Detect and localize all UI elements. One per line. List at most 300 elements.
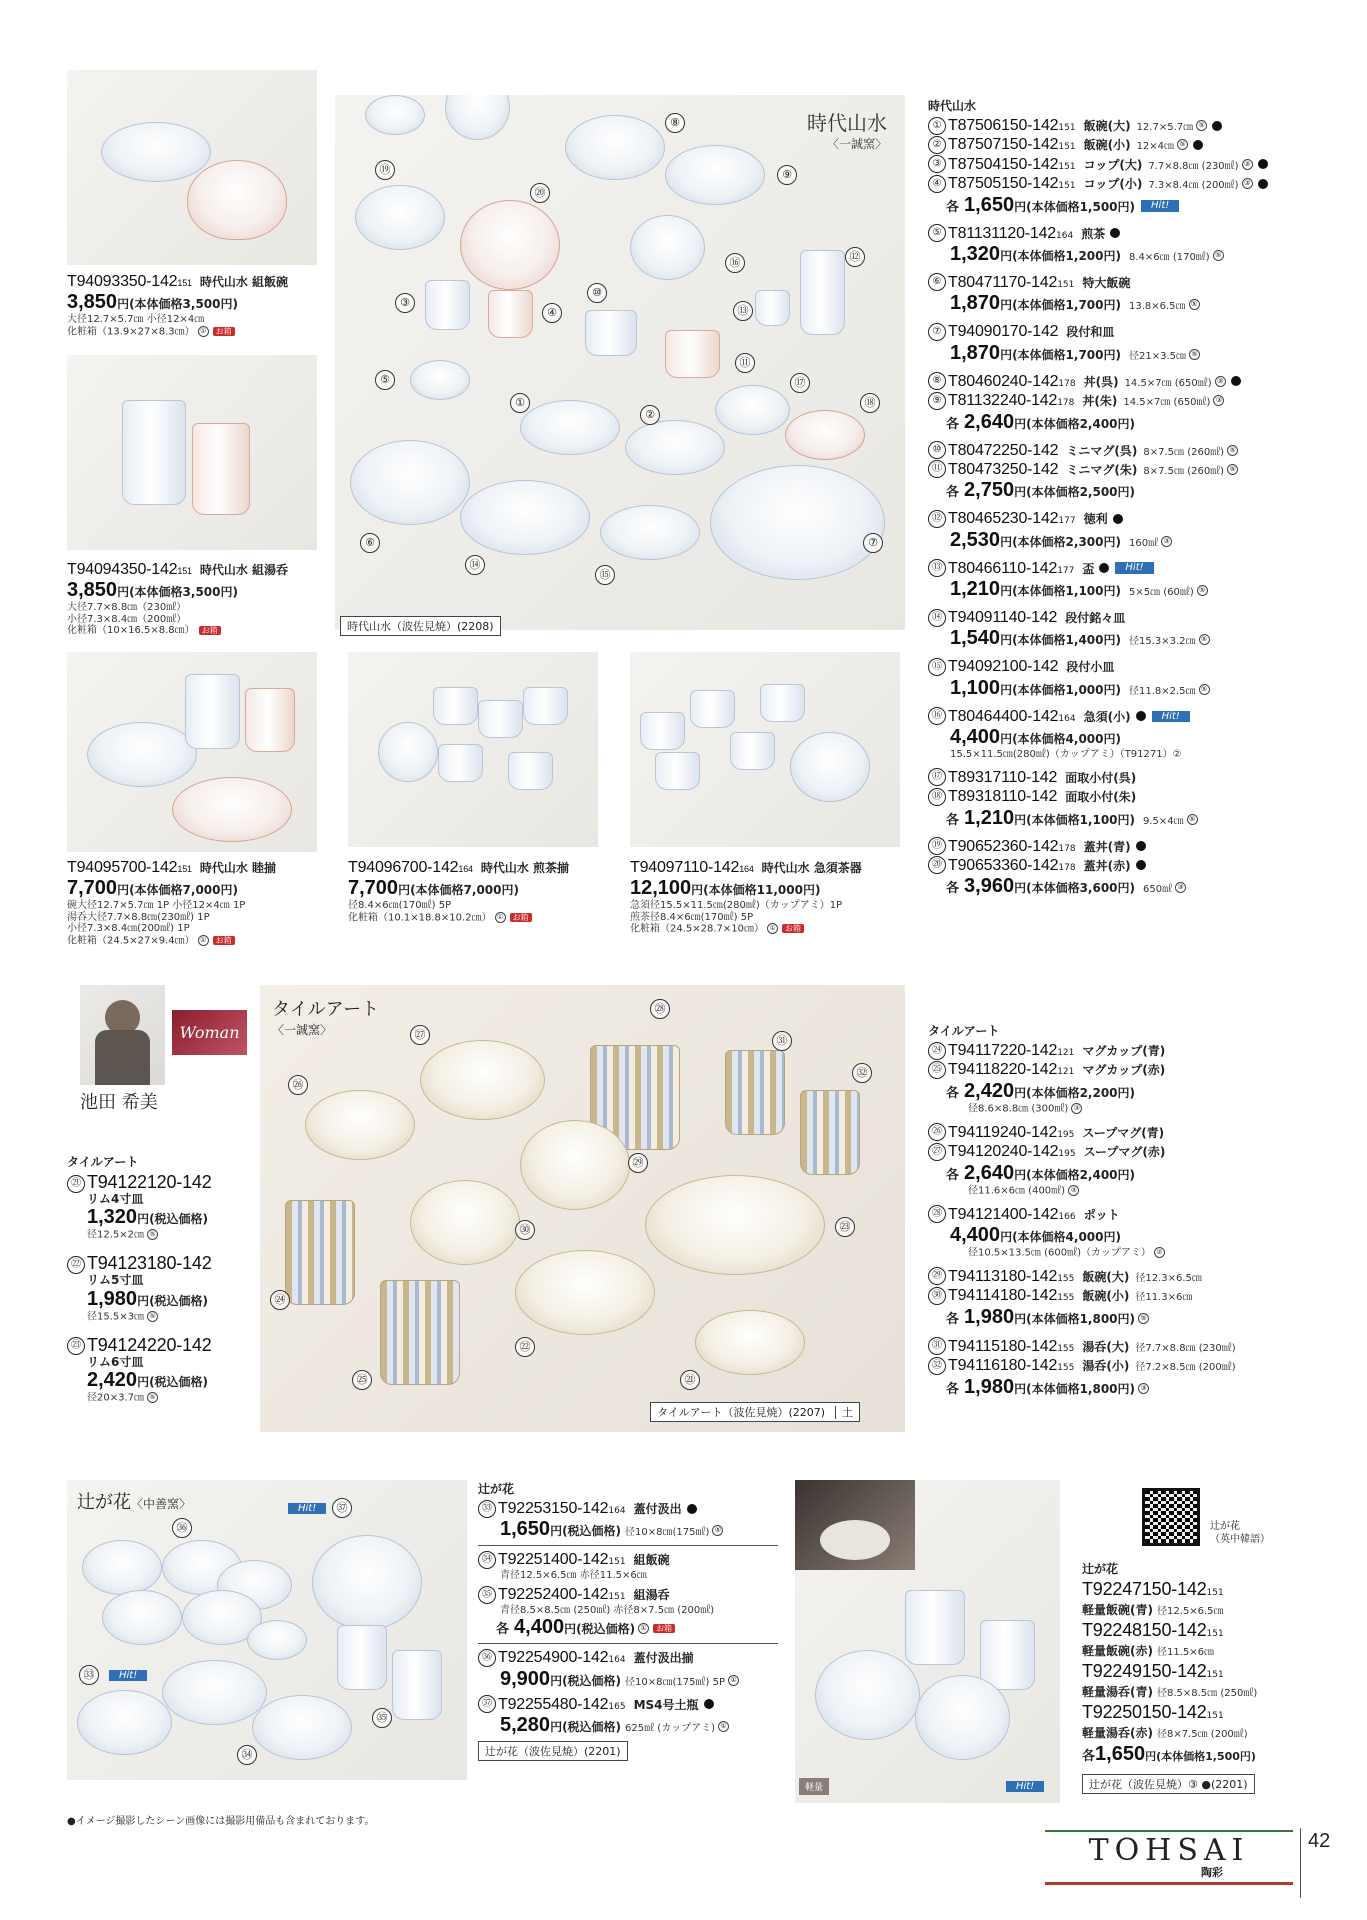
lightweight-photo xyxy=(795,1480,1060,1803)
product-group xyxy=(928,608,1348,650)
price: 4,400 xyxy=(950,726,1001,749)
each-label: 各 xyxy=(946,416,960,432)
product-line xyxy=(928,1205,1348,1224)
product-code: T94115180-142 xyxy=(948,1337,1058,1355)
item-number: ⑭ xyxy=(465,555,485,575)
item-number: ⑯ xyxy=(725,253,745,273)
item-number: ① xyxy=(510,393,530,413)
product-name: 面取小付(呉) xyxy=(1065,770,1137,785)
product-group xyxy=(928,559,1348,601)
product-name: ミニマグ(朱) xyxy=(1066,462,1138,477)
each-label: 各 xyxy=(946,1311,960,1327)
item-number: ㉟ xyxy=(478,1586,496,1604)
code-suffix: 151 xyxy=(1206,1711,1224,1722)
price: 9,900 xyxy=(500,1667,551,1690)
code-suffix: 155 xyxy=(1057,1343,1075,1354)
product-name: スープマグ(赤) xyxy=(1083,1145,1166,1160)
stock-dot-icon xyxy=(1136,711,1146,721)
each-label: 各 xyxy=(946,485,960,501)
price-note: 円(本体価格1,100円) xyxy=(1000,584,1121,599)
lot-number: ⑤ xyxy=(1199,634,1210,645)
item-number: ㉚ xyxy=(515,1220,535,1240)
product-spec: 青径12.5×6.5㎝ 赤径11.5×6㎝ xyxy=(500,1569,647,1581)
code-suffix: 166 xyxy=(1058,1211,1076,1222)
product-code: T94113180-142 xyxy=(948,1267,1058,1285)
product-code: T80472250-142 xyxy=(948,441,1059,459)
product-code: T87507150-142 xyxy=(948,136,1059,154)
product-name: 軽量湯呑(青) xyxy=(1082,1684,1153,1699)
stock-dot-icon xyxy=(1258,159,1268,169)
item-number: ③ xyxy=(395,293,415,313)
item-number: ㊲ xyxy=(332,1498,352,1518)
item-number: ⑫ xyxy=(845,247,865,267)
lot-number: ⑤ xyxy=(1138,1313,1149,1324)
price: 2,420 xyxy=(87,1369,138,1392)
stock-dot-icon xyxy=(1136,860,1146,870)
box-badge: お箱 xyxy=(653,1624,675,1633)
product-name: スープマグ(青) xyxy=(1082,1125,1165,1140)
product-block-3: T94095700-142151 時代山水 睦揃 7,700円(本体価格7,000円) 碗大径12.7×5.7㎝ 1P 小径12×4㎝ 1P 湯呑大径7.7×8.8㎝(230㎖) 1P 小径7.3×8.4㎝(200㎖) 1P 化粧箱（24.5×27×9.4㎝） ① お箱 xyxy=(67,859,276,947)
code-suffix: 195 xyxy=(1058,1149,1076,1160)
price-note: 円(本体価格1,200円) xyxy=(1000,248,1121,263)
price-note: 円(本体価格2,300円) xyxy=(1000,534,1121,549)
lot-number: ⑤ xyxy=(147,1392,158,1403)
stock-dot-icon xyxy=(1193,140,1203,150)
each-label: 各 xyxy=(496,1622,510,1638)
each-label: 各 xyxy=(946,881,960,897)
code-suffix: 151 xyxy=(1058,142,1076,153)
tile-left-list xyxy=(67,1153,247,1404)
product-block-5: T94097110-142164 時代山水 急須茶器 12,100円(本体価格11,000円) 急須径15.5×11.5㎝(280㎖)（カップアミ）1P 煎茶径8.4×6㎝(170㎖) 5P 化粧箱（24.5×28.7×10㎝） ① お箱 xyxy=(630,859,862,935)
product-code: T92255480-142 xyxy=(498,1695,609,1713)
product-code: T94118220-142 xyxy=(948,1061,1058,1079)
stock-dot-icon xyxy=(1231,376,1241,386)
product-code: T89318110-142 xyxy=(948,788,1058,806)
item-number: ⑧ xyxy=(928,372,946,390)
list-heading: 辻が花 xyxy=(478,1482,515,1496)
lot-number: ③ xyxy=(1215,376,1226,387)
stock-dot-icon xyxy=(704,1699,714,1709)
product-group xyxy=(67,1253,247,1322)
product-group xyxy=(928,372,1348,434)
product-spec: 径12.3×6.5㎝ xyxy=(1135,1272,1202,1284)
code-suffix: 151 xyxy=(1057,279,1075,290)
product-photo-sencha-set xyxy=(348,652,598,847)
item-number: ⑰ xyxy=(928,768,946,786)
code-suffix: 178 xyxy=(1057,398,1075,409)
code-suffix: 164 xyxy=(1058,713,1076,724)
product-name: MS4号土瓶 xyxy=(633,1697,699,1712)
product-line xyxy=(928,460,1348,479)
product-line xyxy=(928,322,1348,341)
product-spec: 8×7.5㎝ (260㎖) xyxy=(1143,465,1225,477)
price: 1,210 xyxy=(950,578,1001,601)
lot-number: ① xyxy=(718,1721,729,1732)
product-group xyxy=(928,657,1348,699)
product-group xyxy=(478,1695,778,1737)
price: 1,210 xyxy=(964,806,1015,829)
stock-dot-icon xyxy=(1212,121,1222,131)
item-number: ㉖ xyxy=(928,1123,946,1141)
price-note: 円(本体価格1,500円) xyxy=(1014,199,1136,214)
product-name: 面取小付(朱) xyxy=(1065,790,1137,805)
product-name: リム6寸皿 xyxy=(87,1354,144,1369)
hit-badge: Hit! xyxy=(282,1498,326,1517)
lightweight-list: 辻が花 T92247150-142151 軽量飯碗(青) 径12.5×6.5㎝ T92248150-142151 軽量飯碗(赤) 径11.5×6㎝ T92249150-142151 軽量湯呑(青) 径8.5×8.5㎝ (250㎖) T92250150-142151 軽量湯呑(赤) 径8×7.5㎝ (200㎖) 各1,650円(本体価格1,500円) 辻が花（波佐見焼）③ ●(2201) xyxy=(1082,1560,1362,1794)
product-code: T94123180-142 xyxy=(87,1253,212,1274)
product-spec: 径15.3×3.2㎝ xyxy=(1129,636,1196,648)
item-number: ㉖ xyxy=(288,1075,308,1095)
item-number: ⑨ xyxy=(928,392,946,410)
price: 4,400 xyxy=(514,1616,565,1639)
product-code: T80464400-142 xyxy=(948,707,1059,725)
item-number: ⑩ xyxy=(587,283,607,303)
lot-number: ③ xyxy=(1242,178,1253,189)
item-number: ⑬ xyxy=(928,559,946,577)
price-note: 円(本体価格2,500円) xyxy=(1014,485,1136,500)
item-number: ㉟ xyxy=(372,1708,392,1728)
photo-subtitle: 〈一誠窯〉 xyxy=(272,1023,333,1037)
code-suffix: 151 xyxy=(608,1557,626,1568)
item-number: ⑦ xyxy=(928,323,946,341)
price-note: 円(本体価格1,400円) xyxy=(1000,633,1121,648)
code-suffix: 151 xyxy=(1206,1629,1224,1640)
product-code: T94119240-142 xyxy=(948,1123,1058,1141)
product-group xyxy=(928,273,1348,315)
product-line xyxy=(928,174,1348,193)
product-line xyxy=(928,116,1348,135)
lot-number: ⑤ xyxy=(1189,299,1200,310)
woman-logo: Woman xyxy=(172,1010,247,1055)
product-line xyxy=(928,707,1348,726)
lot-number: ③ xyxy=(1138,1383,1149,1394)
product-line xyxy=(928,224,1348,243)
product-spec: 15.5×11.5㎝(280㎖)（カップアミ）（T91271）② xyxy=(950,749,1182,761)
price-line xyxy=(928,342,1348,365)
lot-number: ③ xyxy=(1071,1103,1082,1114)
price: 1,320 xyxy=(87,1206,138,1229)
lot-number: ③ xyxy=(1242,159,1253,170)
price-note: 円(本体価格4,000円) xyxy=(1000,1229,1121,1244)
item-number: ㉓ xyxy=(835,1217,855,1237)
tsujigahana-list xyxy=(478,1480,778,1761)
item-number: ④ xyxy=(542,303,562,323)
footnote: ●イメージ撮影したシーン画像には撮影用備品も含まれております。 xyxy=(67,1816,375,1827)
code-suffix: 178 xyxy=(1058,862,1076,873)
tile-art-photo xyxy=(260,985,905,1432)
price: 5,280 xyxy=(500,1713,551,1736)
product-spec: 650㎖ xyxy=(1143,884,1173,896)
product-spec: 13.8×6.5㎝ xyxy=(1129,301,1186,313)
product-group xyxy=(478,1648,778,1690)
product-line xyxy=(928,856,1348,875)
price: 2,640 xyxy=(964,1161,1015,1184)
item-number: ㉛ xyxy=(772,1031,792,1051)
price-line xyxy=(928,627,1348,650)
item-number: ⑮ xyxy=(928,658,946,676)
product-name: 湯呑(小) xyxy=(1082,1359,1130,1374)
qr-label: 辻が花 （英中韓語） xyxy=(1210,1521,1270,1545)
product-code: T94092100-142 xyxy=(948,658,1059,676)
item-number: ② xyxy=(928,136,946,154)
product-line xyxy=(928,768,1348,787)
price-note: 円(税込価格) xyxy=(137,1375,209,1390)
item-number: ㊲ xyxy=(478,1695,496,1713)
price-note: 円(本体価格1,100円) xyxy=(1014,812,1136,827)
product-group xyxy=(928,1123,1348,1197)
item-number: ⑭ xyxy=(928,609,946,627)
product-spec: 径10×8㎝(175㎖) 5P xyxy=(625,1676,725,1688)
product-code: T80466110-142 xyxy=(948,559,1058,577)
hit-badge: Hit! xyxy=(1152,711,1190,723)
right-list-jidai-sansui xyxy=(928,97,1348,898)
product-name: 段付和皿 xyxy=(1066,325,1115,340)
price-line xyxy=(928,292,1348,315)
product-name: 丼(呉) xyxy=(1083,374,1119,389)
product-name: 組飯碗 xyxy=(633,1553,670,1568)
product-name: 急須(小) xyxy=(1083,709,1131,724)
item-number: ㊱ xyxy=(478,1649,496,1667)
product-group xyxy=(67,1172,247,1241)
lot-number: ⑤ xyxy=(1197,585,1208,596)
item-number: ⑲ xyxy=(375,160,395,180)
product-spec: 14.5×7㎝ (650㎖) xyxy=(1123,397,1211,409)
product-name: 飯碗(大) xyxy=(1082,1269,1130,1284)
brand-logo: TOHSAI 陶彩 xyxy=(1045,1830,1293,1900)
photo-title: 辻が花〈中善窯〉 xyxy=(77,1492,192,1513)
price-line xyxy=(928,1080,1348,1103)
price: 1,980 xyxy=(964,1375,1015,1398)
qr-code-icon[interactable] xyxy=(1142,1488,1200,1546)
product-code: T92252400-142 xyxy=(498,1586,609,1604)
product-line xyxy=(928,441,1348,460)
item-number: ㉜ xyxy=(928,1357,946,1375)
product-group xyxy=(67,1335,247,1404)
product-group xyxy=(478,1499,778,1541)
price-note: 円(本体価格2,400円) xyxy=(1014,416,1136,431)
lightweight-caption: 辻が花（波佐見焼）③ ●(2201) xyxy=(1082,1774,1255,1794)
price: 1,870 xyxy=(950,292,1001,315)
product-code: T80473250-142 xyxy=(948,460,1059,478)
product-spec: 12×4㎝ xyxy=(1136,141,1175,153)
product-group xyxy=(928,509,1348,551)
lot-number: ⑤ xyxy=(147,1229,158,1240)
product-name: 飯碗(小) xyxy=(1083,138,1131,153)
product-name: 蓋付汲出 xyxy=(633,1502,682,1516)
lot-number: ⑤ xyxy=(1213,250,1224,261)
price-line xyxy=(928,677,1348,700)
code-suffix: 151 xyxy=(1058,181,1076,192)
item-number: ㉒ xyxy=(515,1337,535,1357)
price: 2,750 xyxy=(964,479,1015,502)
product-group xyxy=(928,322,1348,364)
photo-title: 時代山水 xyxy=(807,111,887,135)
stock-dot-icon xyxy=(1113,514,1123,524)
product-name: 段付銘々皿 xyxy=(1065,611,1126,626)
product-group xyxy=(928,707,1348,761)
product-code: T94124220-142 xyxy=(87,1334,212,1355)
product-code: T94114180-142 xyxy=(948,1287,1058,1305)
product-name: 飯碗(小) xyxy=(1082,1289,1130,1304)
product-code: T80460240-142 xyxy=(948,372,1059,390)
lot-number: ③ xyxy=(1161,536,1172,547)
item-number: ㉜ xyxy=(852,1063,872,1083)
product-group xyxy=(928,1337,1348,1399)
item-number: ㉘ xyxy=(928,1205,946,1223)
product-name: 軽量飯碗(赤) xyxy=(1082,1643,1153,1658)
product-name: 段付小皿 xyxy=(1066,660,1115,675)
item-number: ㉓ xyxy=(67,1337,85,1355)
price-line xyxy=(928,1376,1348,1399)
item-number: ⑲ xyxy=(928,837,946,855)
list-heading: タイルアート xyxy=(928,1024,1000,1038)
product-code: T81132240-142 xyxy=(948,392,1058,410)
item-number: ⑬ xyxy=(733,301,753,321)
product-photo-mutsumi-set xyxy=(67,652,317,852)
product-line xyxy=(1082,1661,1362,1682)
item-number: ⑱ xyxy=(928,788,946,806)
item-number: ㊱ xyxy=(172,1518,192,1538)
code-suffix: 155 xyxy=(1057,1363,1075,1374)
price: 2,420 xyxy=(964,1079,1015,1102)
product-spec: 径10×8㎝(175㎖) xyxy=(625,1527,710,1539)
product-line xyxy=(928,273,1348,292)
price-note: 円(税込価格) xyxy=(550,1673,622,1688)
price-note: 円(税込価格) xyxy=(564,1622,636,1637)
product-code: T92253150-142 xyxy=(498,1500,609,1517)
product-group xyxy=(928,1041,1348,1115)
lot-number: ⑤ xyxy=(1196,120,1207,131)
product-spec: 径11.8×2.5㎝ xyxy=(1129,685,1196,697)
product-spec: 径11.5×6㎝ xyxy=(1156,1646,1214,1658)
product-spec: 径12.5×6.5㎝ xyxy=(1156,1605,1224,1617)
item-number: ⑰ xyxy=(790,373,810,393)
photo-title: タイルアート xyxy=(272,999,380,1020)
product-code: T92250150-142 xyxy=(1082,1702,1207,1723)
stock-dot-icon xyxy=(1136,841,1146,851)
product-line xyxy=(928,559,1348,578)
product-photo-kumi-yunomi xyxy=(67,355,317,550)
tile-right-list xyxy=(928,1022,1348,1399)
price-note: 円(本体価格1,800円) xyxy=(1014,1311,1136,1326)
price-line xyxy=(928,578,1348,601)
product-spec: 径7.2×8.5㎝ (200㎖) xyxy=(1135,1362,1236,1374)
product-code: T94116180-142 xyxy=(948,1357,1058,1375)
lot-number: ③ xyxy=(1175,882,1186,893)
product-line xyxy=(928,1060,1348,1079)
price-note: 円(本体価格1,700円) xyxy=(1000,347,1121,362)
product-name: マグカップ(青) xyxy=(1082,1044,1166,1058)
price: 1,320 xyxy=(950,242,1001,265)
code-suffix: 151 xyxy=(1058,161,1076,172)
product-group xyxy=(928,1267,1348,1329)
product-group xyxy=(928,768,1348,830)
price-note: 円(税込価格) xyxy=(137,1212,209,1227)
product-code: T94091140-142 xyxy=(948,609,1058,627)
product-block-1: T94093350-142151 時代山水 組飯碗 3,850円(本体価格3,500円) 大径12.7×5.7㎝ 小径12×4㎝ 化粧箱（13.9×27×8.3㎝） ① お箱 xyxy=(67,273,288,338)
price-note: 円(税込価格) xyxy=(550,1719,622,1734)
hit-badge: Hit! xyxy=(1141,200,1179,212)
lot-number: ⑤ xyxy=(1199,684,1210,695)
item-number: ⑳ xyxy=(928,856,946,874)
code-suffix: 151 xyxy=(1206,1588,1224,1598)
product-group xyxy=(478,1585,778,1639)
price-line xyxy=(928,479,1348,502)
product-spec: 8×7.5㎝ (260㎖) xyxy=(1143,446,1225,458)
item-number: ㉝ xyxy=(79,1665,99,1685)
item-number: ㉑ xyxy=(67,1175,85,1193)
price: 1,650 xyxy=(500,1518,551,1541)
price-line xyxy=(928,1306,1348,1329)
product-block-2: T94094350-142151 時代山水 組湯呑 3,850円(本体価格3,500円) 大径7.7×8.8㎝（230㎖） 小径7.3×8.4㎝（200㎖） 化粧箱（10×16.5×8.8㎝） お箱 xyxy=(67,561,288,637)
item-number: ⑥ xyxy=(928,273,946,291)
product-code: T92249150-142 xyxy=(1082,1661,1207,1682)
code-suffix: 178 xyxy=(1058,378,1076,389)
item-number: ㉒ xyxy=(67,1256,85,1274)
code-suffix: 151 xyxy=(1206,1670,1224,1681)
main-photo-caption: 時代山水（波佐見焼）(2208) xyxy=(340,616,501,636)
product-code: T94122120-142 xyxy=(87,1172,212,1192)
item-number: ㉞ xyxy=(478,1551,496,1569)
product-line xyxy=(928,787,1348,806)
product-code: T92247150-142 xyxy=(1082,1579,1207,1599)
lot-number: ① xyxy=(728,1675,739,1686)
page-number: 42 xyxy=(1308,1830,1331,1852)
item-number: ② xyxy=(640,405,660,425)
product-line xyxy=(1082,1620,1362,1641)
product-line xyxy=(928,509,1348,528)
price-note: 円(本体価格1,700円) xyxy=(1000,298,1121,313)
product-name: コップ(小) xyxy=(1083,177,1143,192)
item-number: ③ xyxy=(928,155,946,173)
product-name: 蓋丼(青) xyxy=(1083,839,1131,854)
tsujigahana-photo xyxy=(67,1480,467,1780)
product-line xyxy=(1082,1702,1362,1723)
product-line xyxy=(928,155,1348,174)
list-heading: 辻が花 xyxy=(1082,1562,1119,1576)
item-number: ㉛ xyxy=(928,1337,946,1355)
product-spec: 径11.6×6㎝ (400㎖) xyxy=(968,1185,1066,1197)
each-label: 各 xyxy=(946,1167,960,1183)
product-line xyxy=(928,837,1348,856)
main-photo-jidai-sansui xyxy=(335,95,905,630)
item-number: ㉙ xyxy=(928,1267,946,1285)
product-line xyxy=(928,372,1348,391)
hit-badge: Hit! xyxy=(1006,1781,1044,1792)
product-code: T90652360-142 xyxy=(948,837,1059,855)
divider xyxy=(478,1643,778,1644)
price-line xyxy=(928,807,1348,830)
price-line xyxy=(928,529,1348,552)
product-spec: 青径8.5×8.5㎝ (250㎖) 赤径8×7.5㎝ (200㎖) xyxy=(500,1604,715,1616)
product-group xyxy=(928,224,1348,266)
product-block-4: T94096700-142164 時代山水 煎茶揃 7,700円(本体価格7,000円) 径8.4×6㎝(170㎖) 5P 化粧箱（10.1×18.8×10.2㎝） ① お箱 xyxy=(348,859,569,924)
item-number: ㉔ xyxy=(270,1290,290,1310)
price-line xyxy=(928,243,1348,266)
item-number: ㉘ xyxy=(650,999,670,1019)
item-number: ⑤ xyxy=(928,224,946,242)
product-code: T87504150-142 xyxy=(948,155,1059,173)
lot-number: ① xyxy=(638,1623,649,1634)
product-name: 徳利 xyxy=(1083,512,1108,527)
lightweight-tag: 軽量 xyxy=(799,1778,829,1795)
item-number: ⑳ xyxy=(530,183,550,203)
product-spec: 625㎖ (カップアミ) xyxy=(625,1722,716,1734)
price-note: 円(本体価格1,800円) xyxy=(1014,1381,1136,1396)
product-line xyxy=(928,608,1348,627)
price: 1,540 xyxy=(950,627,1001,650)
code-suffix: 151 xyxy=(608,1592,626,1603)
